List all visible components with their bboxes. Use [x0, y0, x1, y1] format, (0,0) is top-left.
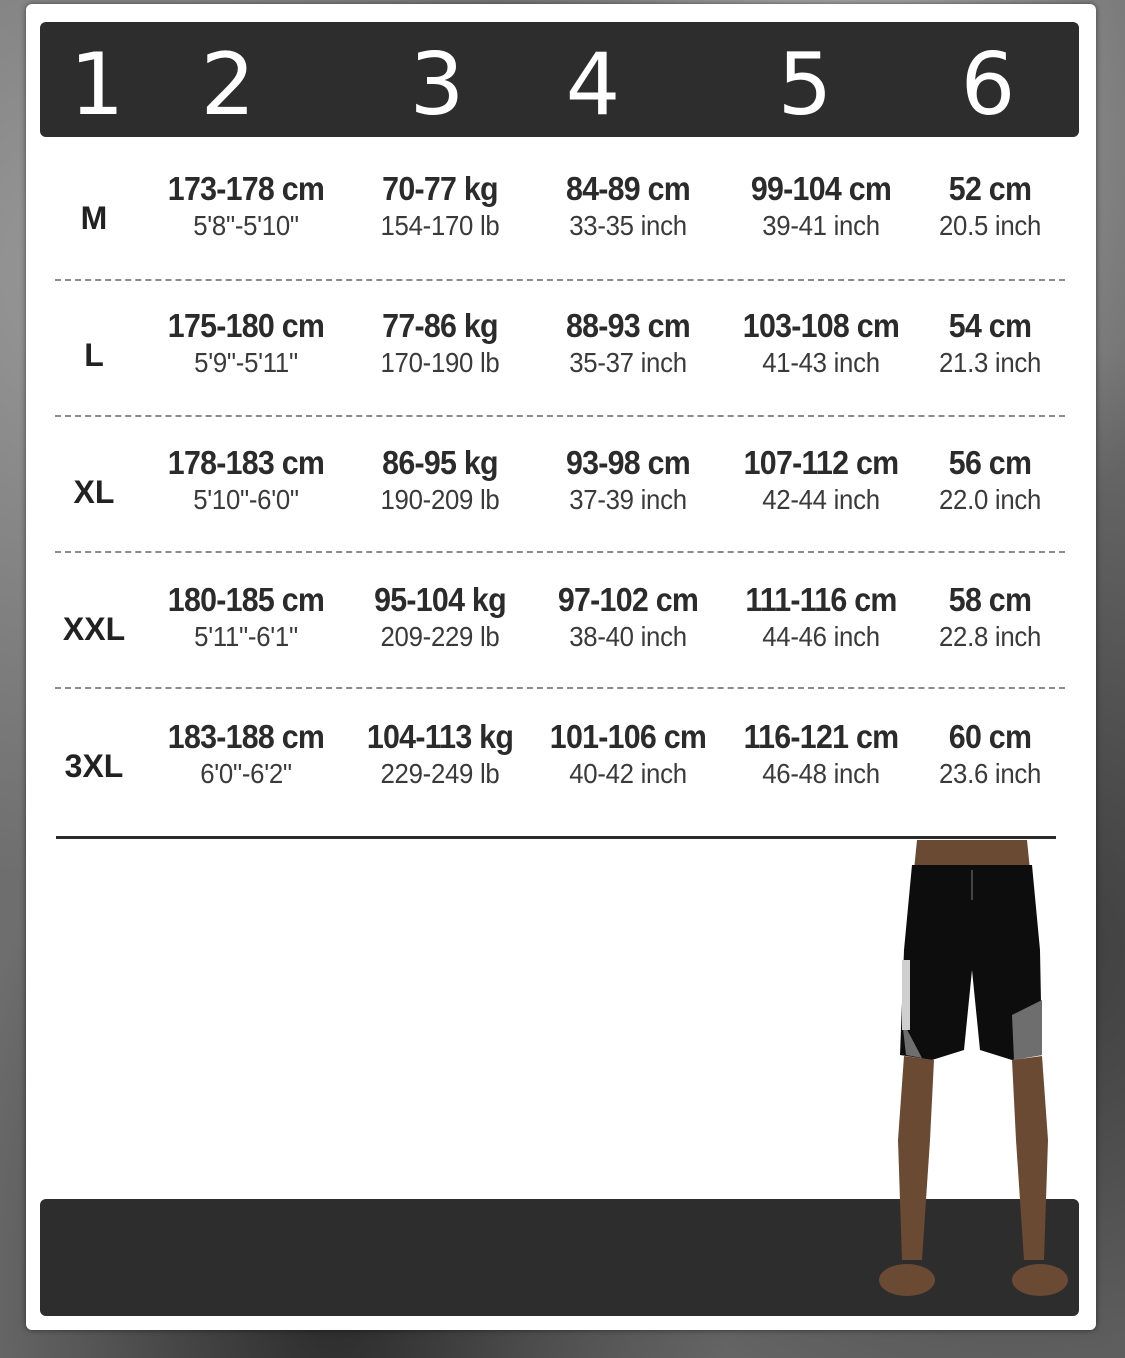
shorts-logo-mark: [902, 960, 910, 1030]
size-label: L: [84, 337, 104, 373]
column-number-2: 2: [200, 35, 256, 135]
weight-cell: 95-104 kg 209-229 lb: [374, 581, 506, 652]
column-number-1: 1: [69, 35, 125, 135]
column-number-6: 6: [960, 35, 1016, 135]
model-wearing-shorts-image: [862, 840, 1082, 1310]
height-cell: 175-180 cm 5'9"-5'11": [167, 307, 325, 378]
weight-cell: 86-95 kg 190-209 lb: [380, 444, 500, 515]
table-row: [0, 170, 1125, 290]
weight-cell: 70-77 kg 154-170 lb: [380, 170, 500, 241]
size-label: M: [80, 200, 108, 236]
row-divider: [55, 687, 1065, 689]
column-number-3: 3: [409, 35, 465, 135]
height-cell: 180-185 cm 5'11"-6'1": [167, 581, 325, 652]
measure-5-cell: 103-108 cm 41-43 inch: [742, 307, 900, 378]
size-label: XXL: [62, 611, 126, 647]
measure-4-cell: 93-98 cm 37-39 inch: [565, 444, 691, 515]
table-row: [0, 581, 1125, 701]
row-divider: [55, 279, 1065, 281]
measure-6-cell: 52 cm 20.5 inch: [938, 170, 1042, 241]
measure-6-cell: 60 cm 23.6 inch: [938, 718, 1042, 789]
size-label: XL: [73, 474, 115, 510]
model-right-foot: [1012, 1264, 1068, 1296]
table-bottom-rule: [56, 836, 1056, 839]
column-number-4: 4: [565, 35, 621, 135]
measure-5-cell: 107-112 cm 42-44 inch: [743, 444, 899, 515]
table-row: [0, 444, 1125, 564]
height-cell: 178-183 cm 5'10"-6'0": [167, 444, 325, 515]
model-left-leg: [898, 1056, 934, 1260]
table-row: [0, 718, 1125, 838]
measure-6-cell: 58 cm 22.8 inch: [938, 581, 1042, 652]
measure-4-cell: 84-89 cm 33-35 inch: [565, 170, 691, 241]
weight-cell: 77-86 kg 170-190 lb: [380, 307, 500, 378]
size-label: 3XL: [64, 748, 124, 784]
measure-5-cell: 99-104 cm 39-41 inch: [750, 170, 892, 241]
measure-4-cell: 88-93 cm 35-37 inch: [565, 307, 691, 378]
model-left-foot: [879, 1264, 935, 1296]
measure-5-cell: 116-121 cm 46-48 inch: [743, 718, 899, 789]
column-number-5: 5: [777, 35, 833, 135]
row-divider: [55, 551, 1065, 553]
column-number-header: [40, 22, 1079, 137]
measure-4-cell: 97-102 cm 38-40 inch: [557, 581, 699, 652]
model-right-leg: [1012, 1056, 1048, 1260]
row-divider: [55, 415, 1065, 417]
measure-6-cell: 54 cm 21.3 inch: [938, 307, 1042, 378]
table-row: [0, 307, 1125, 427]
weight-cell: 104-113 kg 229-249 lb: [366, 718, 514, 789]
measure-5-cell: 111-116 cm 44-46 inch: [745, 581, 897, 652]
height-cell: 173-178 cm 5'8"-5'10": [167, 170, 325, 241]
height-cell: 183-188 cm 6'0"-6'2": [167, 718, 325, 789]
measure-6-cell: 56 cm 22.0 inch: [938, 444, 1042, 515]
measure-4-cell: 101-106 cm 40-42 inch: [549, 718, 707, 789]
